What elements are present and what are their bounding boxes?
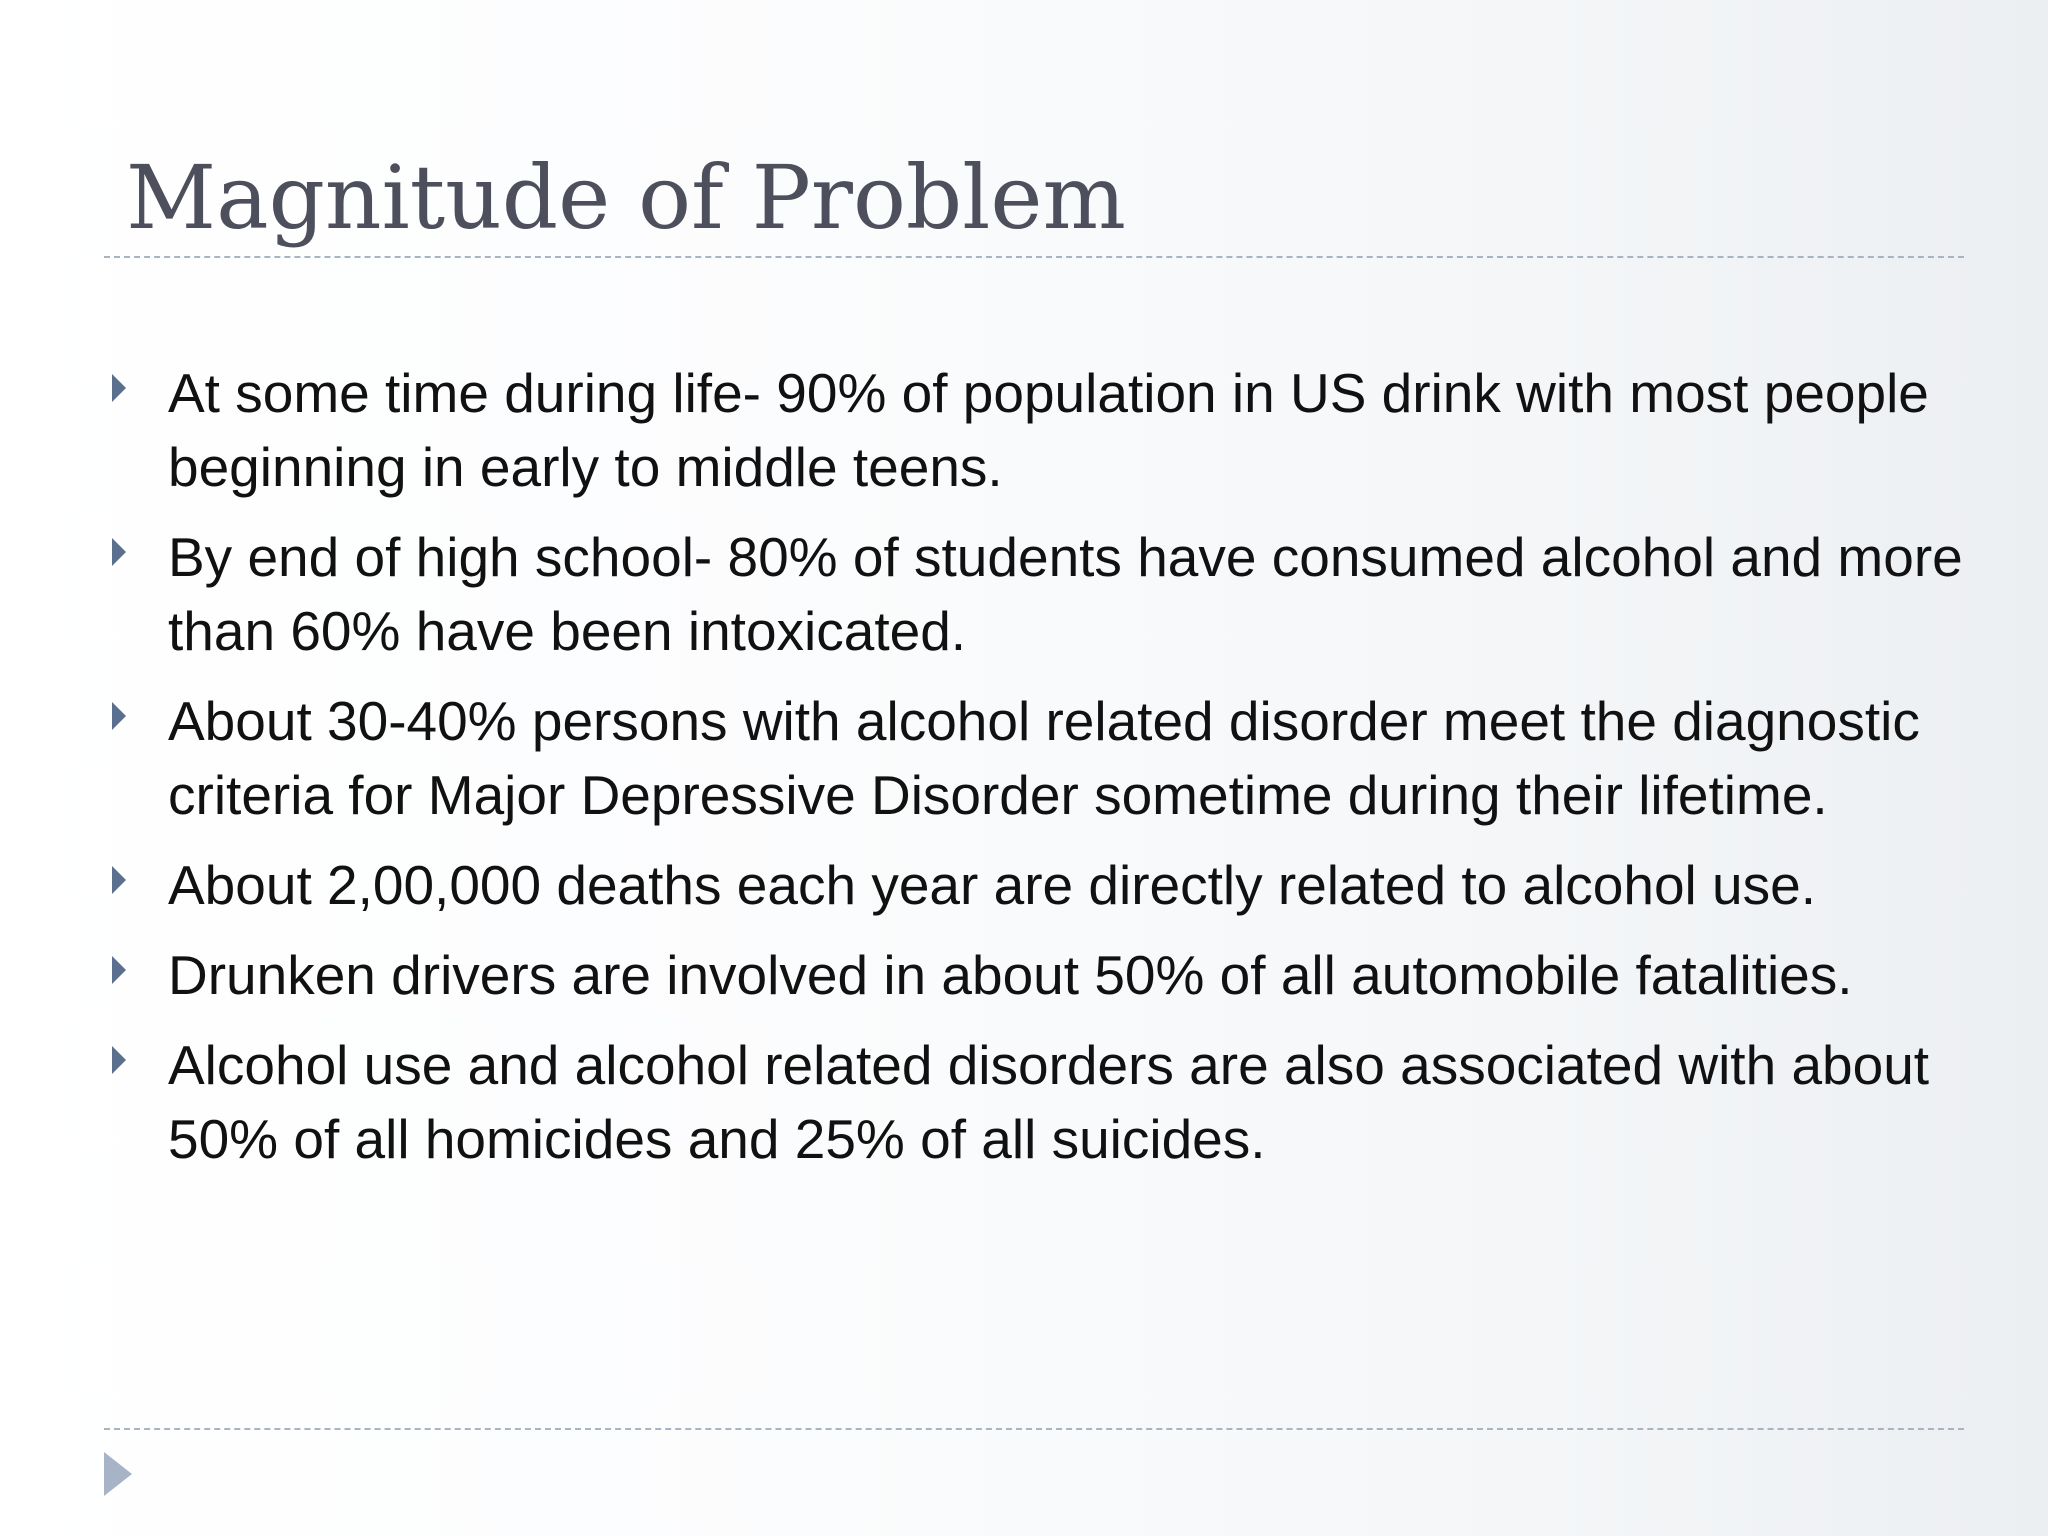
bullet-list	[106, 356, 1986, 1192]
bullet-text: By end of high school- 80% of students have consumed alcohol and more than 60% have been intoxicated.	[168, 526, 1963, 662]
bullet-text: About 30-40% persons with alcohol related disorder meet the diagnostic criteria for Major Depressive Disorder sometime during their lifetime.	[168, 690, 1920, 826]
bullet-text: At some time during life- 90% of population in US drink with most people beginning in early to middle teens.	[168, 362, 1929, 498]
footer-triangle-icon	[104, 1452, 132, 1496]
bullet-item	[106, 356, 1986, 504]
title-divider	[104, 256, 1964, 258]
triangle-right-icon	[112, 866, 126, 894]
triangle-right-icon	[112, 538, 126, 566]
footer-divider	[104, 1428, 1964, 1430]
bullet-item	[106, 938, 1986, 1012]
bullet-item	[106, 848, 1986, 922]
bullet-item	[106, 1028, 1986, 1176]
triangle-right-icon	[112, 702, 126, 730]
bullet-text: Alcohol use and alcohol related disorders are also associated with about 50% of all homicides and 25% of all suicides.	[168, 1034, 1930, 1170]
triangle-right-icon	[112, 1046, 126, 1074]
bullet-item	[106, 520, 1986, 668]
bullet-text: Drunken drivers are involved in about 50% of all automobile fatalities.	[168, 944, 1853, 1006]
triangle-right-icon	[112, 956, 126, 984]
triangle-right-icon	[112, 374, 126, 402]
bullet-item	[106, 684, 1986, 832]
slide-title: Magnitude of Problem	[126, 146, 1126, 249]
bullet-text: About 2,00,000 deaths each year are directly related to alcohol use.	[168, 854, 1817, 916]
